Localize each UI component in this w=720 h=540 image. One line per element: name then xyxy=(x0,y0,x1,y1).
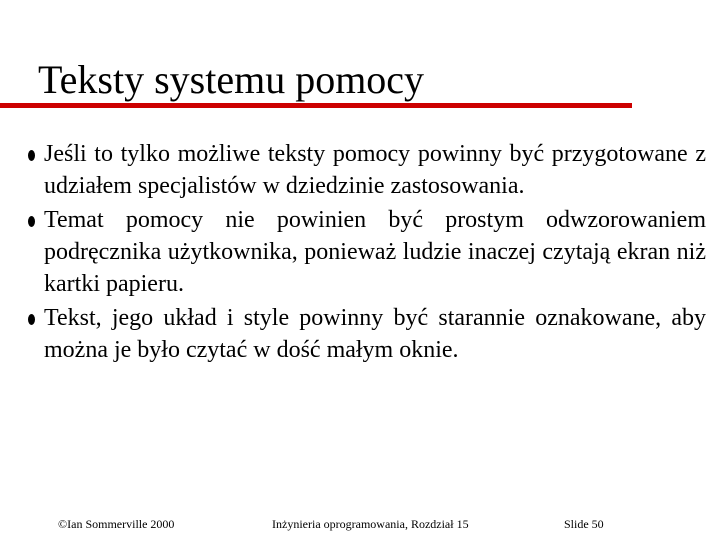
bullet-icon xyxy=(28,216,35,227)
bullet-text: Jeśli to tylko możliwe teksty pomocy powinny być przygotowane z udziałem specjalistów w dziedzinie zastosowania. xyxy=(44,141,706,199)
footer-copyright: ©Ian Sommerville 2000 xyxy=(58,517,175,531)
bullet-item xyxy=(0,138,720,202)
bullet-icon xyxy=(28,314,35,325)
slide-title: Teksty systemu pomocy xyxy=(38,57,425,102)
bullet-text: Tekst, jego układ i style powinny być starannie oznakowane, aby można je było czytać w dość małym oknie. xyxy=(44,305,706,363)
footer-slide-number: Slide 50 xyxy=(564,517,604,531)
title-underline xyxy=(0,103,632,108)
bullet-text: Temat pomocy nie powinien być prostym odwzorowaniem podręcznika użytkownika, ponieważ ludzie inaczej czytają ekran niż kartki papieru. xyxy=(44,207,706,297)
bullet-item xyxy=(0,302,720,366)
bullet-item xyxy=(0,204,720,300)
footer-course-title: Inżynieria oprogramowania, Rozdział 15 xyxy=(272,517,469,531)
bullet-list xyxy=(0,138,720,368)
bullet-icon xyxy=(28,150,35,161)
